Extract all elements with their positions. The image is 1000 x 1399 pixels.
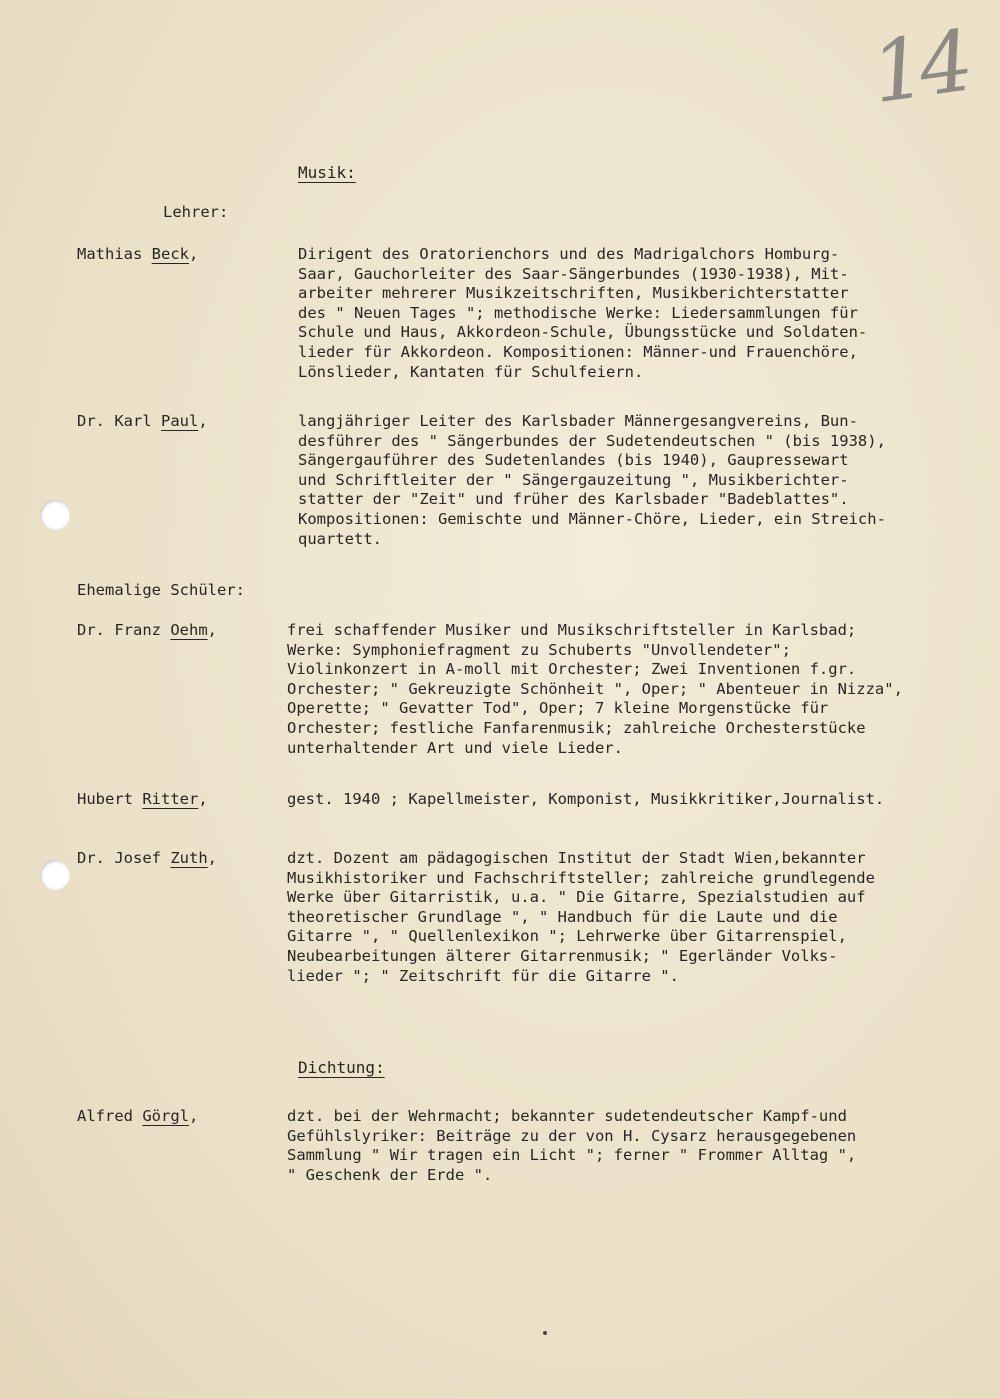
first-name: Dr. Karl bbox=[77, 412, 152, 430]
text-line: dzt. bei der Wehrmacht; bekannter sudetendeutscher Kampf-und bbox=[287, 1107, 847, 1125]
entry-text-ritter bbox=[287, 790, 884, 810]
punch-hole-top bbox=[40, 500, 70, 530]
entry-name-paul bbox=[77, 412, 208, 430]
former-students-label: Ehemalige Schüler: bbox=[77, 581, 245, 599]
ink-dot bbox=[543, 1331, 547, 1335]
last-name: Zuth bbox=[170, 849, 208, 867]
entry-text-beck bbox=[298, 245, 867, 382]
name-suffix: , bbox=[189, 245, 199, 263]
entry-text-oehm bbox=[287, 621, 903, 758]
first-name: Hubert bbox=[77, 790, 133, 808]
text-line: Neubearbeitungen älterer Gitarrenmusik; " Egerländer Volks- bbox=[287, 946, 838, 965]
handwritten-page-number: 14 bbox=[865, 11, 974, 123]
text-line: des " Neuen Tages "; methodische Werke: Liedersammlungen für bbox=[298, 303, 858, 322]
first-name: Mathias bbox=[77, 245, 143, 263]
last-name: Oehm bbox=[170, 621, 208, 639]
entry-text-paul bbox=[298, 412, 886, 549]
text-line: Musikhistoriker und Fachschriftsteller; zahlreiche grundlegende bbox=[287, 868, 875, 887]
text-line: Saar, Gauchorleiter des Saar-Sängerbundes (1930-1938), Mit- bbox=[298, 264, 849, 283]
text-line: Werke: Symphoniefragment zu Schuberts "Unvollendeter"; bbox=[287, 640, 791, 659]
name-suffix: , bbox=[189, 1107, 199, 1125]
text-line: Sängergauführer des Sudetenlandes (bis 1940), Gaupressewart bbox=[298, 451, 849, 470]
text-line: Orchester; " Gekreuzigte Schönheit ", Oper; " Abenteuer in Nizza", bbox=[287, 679, 903, 698]
text-line: Dirigent des Oratorienchors und des Madrigalchors Homburg- bbox=[298, 245, 840, 263]
music-heading: Musik: bbox=[298, 163, 356, 182]
text-line: Operette; " Gevatter Tod", Oper; 7 kleine Morgenstücke für bbox=[287, 699, 829, 718]
text-line: gest. 1940 ; Kapellmeister, Komponist, Musikkritiker,Journalist. bbox=[287, 790, 885, 808]
text-line: Orchester; festliche Fanfarenmusik; zahlreiche Orchesterstücke bbox=[287, 718, 866, 737]
text-line: Violinkonzert in A-moll mit Orchester; Zwei Inventionen f.gr. bbox=[287, 660, 857, 679]
text-line: lieder "; " Zeitschrift für die Gitarre ". bbox=[287, 966, 679, 985]
entry-name-zuth bbox=[77, 849, 217, 867]
text-line: und Schriftleiter der " Sängergauzeitung ", Musikberichter- bbox=[298, 470, 849, 489]
name-suffix: , bbox=[198, 790, 208, 808]
entry-text-zuth bbox=[287, 849, 875, 986]
punch-hole-bottom bbox=[40, 860, 70, 890]
text-line: Gefühlslyriker: Beiträge zu der von H. Cysarz herausgegebenen bbox=[287, 1126, 857, 1145]
poetry-heading: Dichtung: bbox=[298, 1058, 385, 1077]
last-name: Ritter bbox=[142, 790, 199, 808]
last-name: Paul bbox=[161, 412, 199, 430]
text-line: langjähriger Leiter des Karlsbader Männergesangvereins, Bun- bbox=[298, 412, 858, 430]
entry-name-goergl bbox=[77, 1107, 198, 1125]
text-line: dzt. Dozent am pädagogischen Institut der Stadt Wien,bekannter bbox=[287, 849, 866, 867]
text-line: Werke über Gitarristik, u.a. " Die Gitarre, Spezialstudien auf bbox=[287, 888, 866, 907]
text-line: Kompositionen: Gemischte und Männer-Chöre, Lieder, ein Streich- bbox=[298, 509, 886, 528]
text-line: theoretischer Grundlage ", " Handbuch für die Laute und die bbox=[287, 907, 838, 926]
text-line: desführer des " Sängerbundes der Sudetendeutschen " (bis 1938), bbox=[298, 431, 886, 450]
name-suffix: , bbox=[198, 412, 208, 430]
entry-name-ritter bbox=[77, 790, 208, 808]
text-line: Sammlung " Wir tragen ein Licht "; ferner " Frommer Alltag ", bbox=[287, 1146, 857, 1165]
text-line: quartett. bbox=[298, 529, 382, 548]
text-line: Schule und Haus, Akkordeon-Schule, Übungsstücke und Soldaten- bbox=[298, 323, 868, 342]
text-line: frei schaffender Musiker und Musikschriftsteller in Karlsbad; bbox=[287, 621, 857, 639]
first-name: Dr. Josef bbox=[77, 849, 161, 867]
text-line: unterhaltender Art und viele Lieder. bbox=[287, 738, 623, 757]
teachers-label: Lehrer: bbox=[163, 203, 229, 221]
text-line: Lönslieder, Kantaten für Schulfeiern. bbox=[298, 362, 644, 381]
first-name: Alfred bbox=[77, 1107, 133, 1125]
entry-text-goergl bbox=[287, 1107, 856, 1185]
first-name: Dr. Franz bbox=[77, 621, 161, 639]
name-suffix: , bbox=[207, 849, 218, 867]
name-suffix: , bbox=[207, 621, 218, 639]
text-line: lieder für Akkordeon. Kompositionen: Männer-und Frauenchöre, bbox=[298, 342, 858, 361]
text-line: arbeiter mehrerer Musikzeitschriften, Musikberichterstatter bbox=[298, 284, 849, 303]
text-line: Gitarre ", " Quellenlexikon "; Lehrwerke über Gitarrenspiel, bbox=[287, 927, 847, 946]
text-line: statter der "Zeit" und früher des Karlsbader "Badeblattes". bbox=[298, 490, 849, 509]
last-name: Beck bbox=[151, 245, 189, 263]
last-name: Görgl bbox=[142, 1107, 190, 1125]
entry-name-beck bbox=[77, 245, 198, 263]
entry-name-oehm bbox=[77, 621, 217, 639]
text-line: " Geschenk der Erde ". bbox=[287, 1165, 493, 1184]
